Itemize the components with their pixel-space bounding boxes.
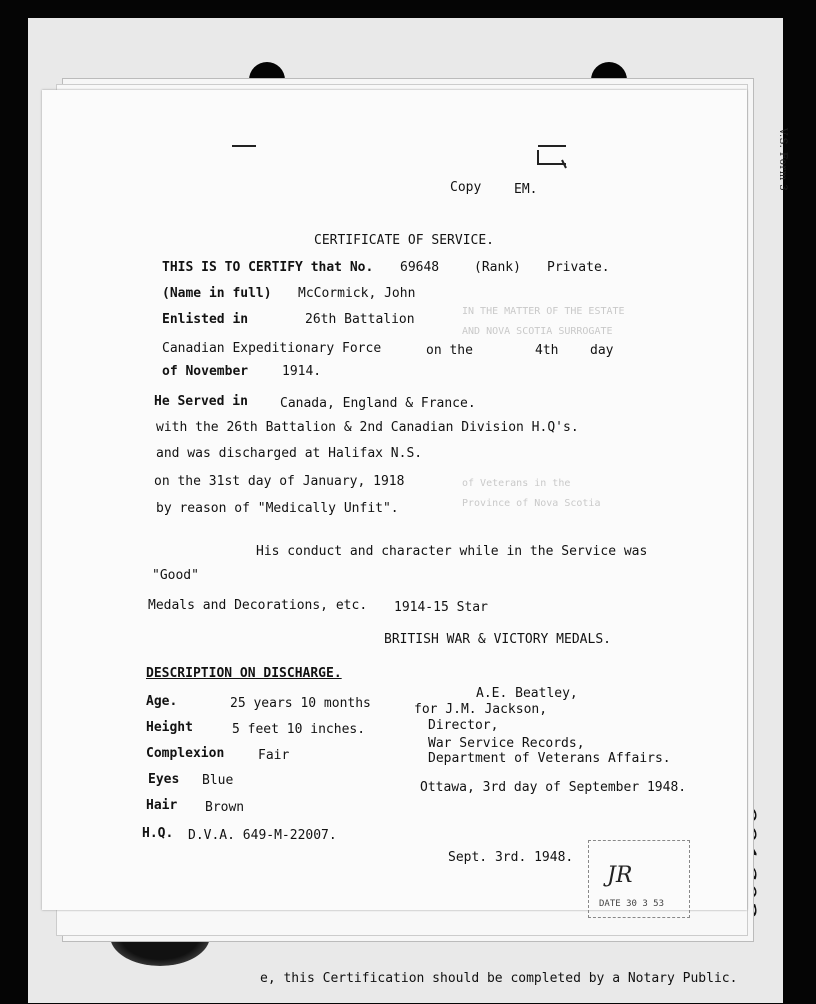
form-label: V.S. Form 3	[777, 128, 788, 192]
enlist-year: 1914.	[282, 364, 322, 379]
on-the: on the	[426, 343, 473, 358]
file-label: H.Q.	[142, 826, 174, 841]
discharge-date: on the 31st day of January, 1918	[154, 474, 405, 489]
eyes-label: Eyes	[148, 772, 180, 787]
hair-value: Brown	[205, 800, 245, 815]
rank-label: (Rank)	[474, 260, 521, 275]
notary-note: e, this Certification should be completed by a Notary Public.	[260, 971, 738, 986]
medal-star: 1914-15 Star	[394, 600, 488, 615]
name-label: (Name in full)	[162, 286, 272, 301]
handwritten-mark	[536, 142, 570, 172]
day-word: day	[590, 343, 614, 358]
force: Canadian Expeditionary Force	[162, 341, 382, 356]
hair-label: Hair	[146, 798, 178, 813]
stamp-initials: JR	[607, 863, 633, 888]
conduct-line: His conduct and character while in the Service was	[256, 544, 648, 559]
footer-date: Sept. 3rd. 1948.	[448, 850, 574, 865]
copy-initials: EM.	[514, 182, 538, 197]
enlist-day: 4th	[535, 343, 559, 358]
age-value: 25 years 10 months	[230, 696, 371, 711]
stamp-date: DATE 30 3 53	[599, 899, 665, 909]
discharged-at: and was discharged at Halifax N.S.	[156, 446, 423, 461]
pen-mark	[232, 145, 256, 147]
unit: 26th Battalion	[305, 312, 415, 327]
height-value: 5 feet 10 inches.	[232, 722, 366, 737]
description-heading: DESCRIPTION ON DISCHARGE.	[146, 666, 342, 681]
medals-label: Medals and Decorations, etc.	[148, 598, 368, 613]
place-date: Ottawa, 3rd day of September 1948.	[420, 780, 687, 795]
enlist-month: of November	[162, 364, 249, 379]
age-label: Age.	[146, 694, 178, 709]
full-name: McCormick, John	[298, 286, 416, 301]
signer-name: A.E. Beatley,	[476, 686, 578, 701]
signer-for: for J.M. Jackson,	[414, 702, 548, 717]
enlisted-label: Enlisted in	[162, 312, 249, 327]
served-label: He Served in	[154, 394, 248, 409]
signer-office: War Service Records,	[428, 736, 585, 751]
rank-value: Private.	[547, 260, 610, 275]
served-with: with the 26th Battalion & 2nd Canadian Division H.Q's.	[156, 420, 579, 435]
complexion-value: Fair	[258, 748, 290, 763]
certify-line: THIS IS TO CERTIFY that No.	[162, 260, 374, 275]
file-number: D.V.A. 649-M-22007.	[188, 828, 337, 843]
certificate-sheet: IN THE MATTER OF THE ESTATE AND NOVA SCOTIA SURROGATE of Veterans in the Province of Nova Scotia Copy EM. CERTIFICATE OF SERVICE. THIS IS TO CERTIFY that No. 69648 (Rank) Private. (Name in full) McCormick, John Enlisted in 26th Battalion Canadian Expeditionary Force on the 4th day of November 1914. He Served in Canada, England & France. with the 26th Battalion & 2nd Canadian Division H.Q's. and was discharged at Halifax N.S. on the 31st day of January, 1918 by reason of "Medically Unfit". His conduct and character while in the Service was "Good" Medals and Decorations, etc. 1914-15 Star BRITISH WAR & VICTORY MEDALS. DESCRIPTION ON DISCHARGE. Age. 25 years 10 months Height 5 feet 10 inches. Complexion Fair Eyes Blue Hair Brown H.Q. D.V.A. 649-M-22007. A.E. Beatley, for J.M. Jackson, Director, War Service Records, Department of Veterans Affairs. Ottawa, 3rd day of September 1948. Sept. 3rd. 1948. JR DATE 30 3 53	[42, 90, 747, 910]
file-stamp	[588, 840, 690, 918]
medal-war-victory: BRITISH WAR & VICTORY MEDALS.	[384, 632, 611, 647]
conduct-value: "Good"	[152, 568, 199, 583]
copy-label: Copy	[450, 180, 482, 195]
signer-department: Department of Veterans Affairs.	[428, 751, 671, 766]
signer-title: Director,	[428, 718, 499, 733]
height-label: Height	[146, 720, 193, 735]
regimental-number: 69648	[400, 260, 440, 275]
complexion-label: Complexion	[146, 746, 225, 761]
discharge-reason: by reason of "Medically Unfit".	[156, 501, 399, 516]
served-in: Canada, England & France.	[280, 396, 476, 411]
certificate-title: CERTIFICATE OF SERVICE.	[314, 233, 495, 248]
eyes-value: Blue	[202, 773, 234, 788]
